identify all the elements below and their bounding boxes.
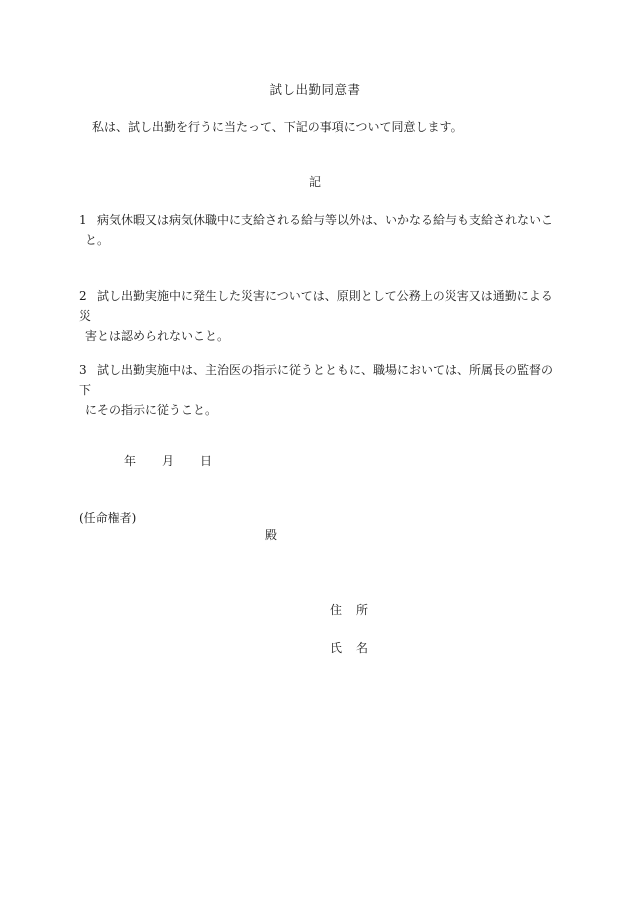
date-day-label: 日 <box>200 454 213 468</box>
condition-item-2 <box>79 286 557 346</box>
document-title: 試し出勤同意書 <box>269 82 361 97</box>
item-text-line1: 試し出勤実施中は、主治医の指示に従うとともに、職場においては、所属長の監督の下 <box>79 363 554 397</box>
address-char-2: 所 <box>356 603 369 617</box>
date-month-label: 月 <box>162 454 175 468</box>
item-number: 2 <box>79 289 87 303</box>
name-char-2: 名 <box>356 641 369 655</box>
appointer-label: (任命権者) <box>79 511 137 525</box>
item-text-line2: にその指示に従うこと。 <box>85 403 218 417</box>
honorific-dono: 殿 <box>265 528 278 542</box>
condition-item-3 <box>79 360 557 420</box>
address-char-1: 住 <box>330 603 343 617</box>
item-text-line1: 試し出勤実施中に発生した災害については、原則として公務上の災害又は通勤による災 <box>79 289 553 323</box>
date-field <box>124 452 212 471</box>
item-text-line2: と。 <box>85 233 110 247</box>
ki-heading: 記 <box>308 175 321 189</box>
address-label <box>330 601 368 620</box>
item-number: 3 <box>79 363 87 377</box>
item-text-line2: 害とは認められないこと。 <box>85 329 230 343</box>
item-text-line1: 病気休暇又は病気休職中に支給される給与等以外は、いかなる給与も支給されないこ <box>97 213 554 227</box>
consent-statement: 私は、試し出勤を行うに当たって、下記の事項について同意します。 <box>92 120 463 134</box>
name-char-1: 氏 <box>330 641 343 655</box>
date-year-label: 年 <box>124 454 137 468</box>
condition-item-1 <box>79 210 557 250</box>
item-number: 1 <box>79 213 87 227</box>
name-label <box>330 639 368 658</box>
